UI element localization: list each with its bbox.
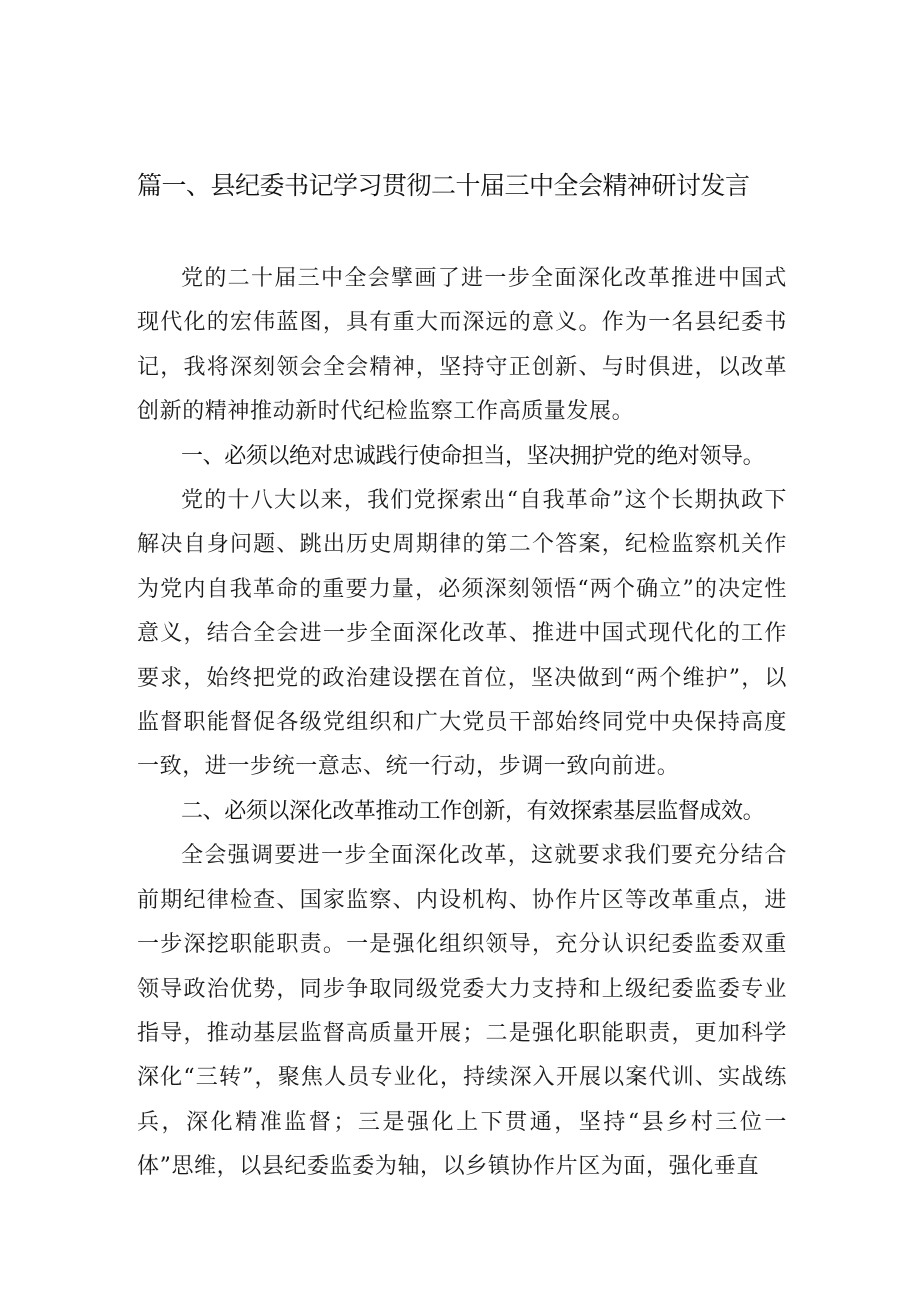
document-title: 篇一、县纪委书记学习贯彻二十届三中全会精神研讨发言 — [137, 171, 750, 200]
section-2-paragraph: 全会强调要进一步全面深化改革，这就要求我们要充分结合前期纪律检查、国家监察、内设机构、协作片区等改革重点，进一步深挖职能职责。一是强化组织领导，充分认识纪委监委双重领导政治优势，同步争取同级党委大力支持和上级纪委监委专业指导，推动基层监督高质量开展；二是强化职能职责，更加科学深化“三转”，聚焦人员专业化，持续深入开展以案代训、实战练兵，深化精准监督；三是强化上下贯通，坚持“县乡村三位一体”思维，以县纪委监委为轴，以乡镇协作片区为面，强化垂直 — [137, 843, 787, 1180]
document-body — [137, 257, 787, 1190]
section-1-paragraph: 党的十八大以来，我们党探索出“自我革命”这个长期执政下解决自身问题、跳出历史周期律的第二个答案，纪检监察机关作为党内自我革命的重要力量，必须深刻领悟“两个确立”的决定性意义，结合全会进一步全面深化改革、推进中国式现代化的工作要求，始终把党的政治建设摆在首位，坚决做到“两个维护”，以监督职能督促各级党组织和广大党员干部始终同党中央保持高度一致，进一步统一意志、统一行动，步调一致向前进。 — [137, 488, 787, 780]
section-heading-2: 二、必须以深化改革推动工作创新，有效探索基层监督成效。 — [181, 798, 765, 824]
section-heading-1: 一、必须以绝对忠诚践行使命担当，坚决拥护党的绝对领导。 — [181, 443, 765, 469]
intro-paragraph: 党的二十届三中全会擘画了进一步全面深化改革推进中国式现代化的宏伟蓝图，具有重大而深远的意义。作为一名县纪委书记，我将深刻领会全会精神，坚持守正创新、与时俱进，以改革创新的精神推动新时代纪检监察工作高质量发展。 — [137, 266, 787, 425]
